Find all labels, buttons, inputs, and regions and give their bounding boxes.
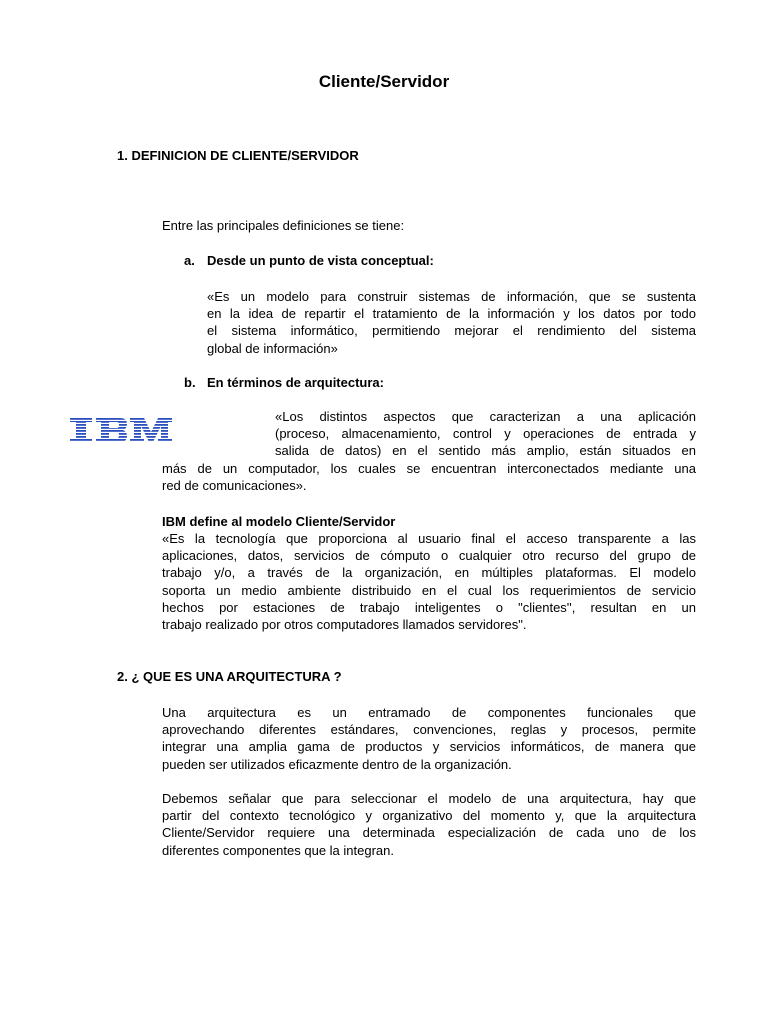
document-title: Cliente/Servidor	[318, 72, 450, 91]
para2-line: Debemos señalar que para seleccionar el modelo de una arquitectura, hay que	[162, 791, 696, 806]
para2-line: diferentes componentes que la integran.	[162, 842, 394, 858]
ibm-line: trabajo realizado por otros computadores llamados servidores".	[162, 617, 527, 633]
section-2-heading: 2. ¿ QUE ES UNA ARQUITECTURA ?	[117, 669, 342, 684]
item-a-line: global de información»	[207, 340, 338, 356]
item-a-marker: a.	[184, 253, 195, 268]
section-2-paragraph-1	[162, 704, 696, 773]
item-b-line: más de un computador, los cuales se encuentran interconectados mediante una	[162, 461, 696, 476]
item-b-quote-full	[162, 460, 696, 494]
ibm-line: trabajo y/o, a través de la organización, en múltiples plataformas. El modelo	[162, 565, 696, 581]
section-1-heading: 1. DEFINICION DE CLIENTE/SERVIDOR	[117, 148, 359, 163]
ibm-definition-heading: IBM define al modelo Cliente/Servidor	[162, 514, 396, 529]
item-a-label: Desde un punto de vista conceptual:	[207, 253, 434, 268]
item-b-line: salida de datos) en el sentido más amplio, están situados en	[275, 443, 696, 459]
item-a-line: el sistema informático, permitiendo mejorar el rendimiento del sistema	[207, 323, 696, 339]
para1-line: Una arquitectura es un entramado de componentes funcionales que	[162, 705, 696, 720]
item-b-label: En términos de arquitectura:	[207, 375, 384, 390]
ibm-line: «Es la tecnología que proporciona al usuario final el acceso transparente a las	[162, 531, 696, 546]
para1-line: aprovechando diferentes estándares, convenciones, reglas y procesos, permite	[162, 722, 696, 738]
item-b-marker: b.	[184, 375, 196, 390]
ibm-logo	[70, 418, 178, 442]
item-b-line: red de comunicaciones».	[162, 478, 307, 494]
ibm-definition-text	[162, 530, 696, 633]
ibm-line: aplicaciones, datos, servicios de cómputo o cualquier otro recurso del grupo de	[162, 548, 696, 564]
ibm-line: hechos por estaciones de trabajo inteligentes o "clientes'', resultan en un	[162, 599, 696, 615]
item-a-line: en la idea de repartir el tratamiento de la información y los datos por todo	[207, 306, 696, 322]
item-b-quote-wrapped	[275, 408, 696, 460]
para2-line: partir del contexto tecnológico y organizativo del momento y, que la arquitectura	[162, 808, 696, 824]
para2-line: Cliente/Servidor requiere una determinada especialización de cada uno de los	[162, 825, 696, 841]
section-2-paragraph-2	[162, 790, 696, 859]
ibm-line: soporta un medio ambiente distribuido en el cual los requerimientos de servicio	[162, 582, 696, 598]
section-1-intro: Entre las principales definiciones se tiene:	[162, 218, 405, 233]
item-a-quote	[207, 288, 696, 357]
item-b-line: «Los distintos aspectos que caracterizan a una aplicación	[275, 409, 696, 424]
para1-line: pueden ser utilizados eficazmente dentro de la organización.	[162, 756, 512, 772]
para1-line: integrar una amplia gama de productos y servicios informáticos, de manera que	[162, 739, 696, 755]
item-a-line: «Es un modelo para construir sistemas de información, que se sustenta	[207, 289, 696, 304]
item-b-line: (proceso, almacenamiento, control y operaciones de entrada y	[275, 426, 696, 442]
